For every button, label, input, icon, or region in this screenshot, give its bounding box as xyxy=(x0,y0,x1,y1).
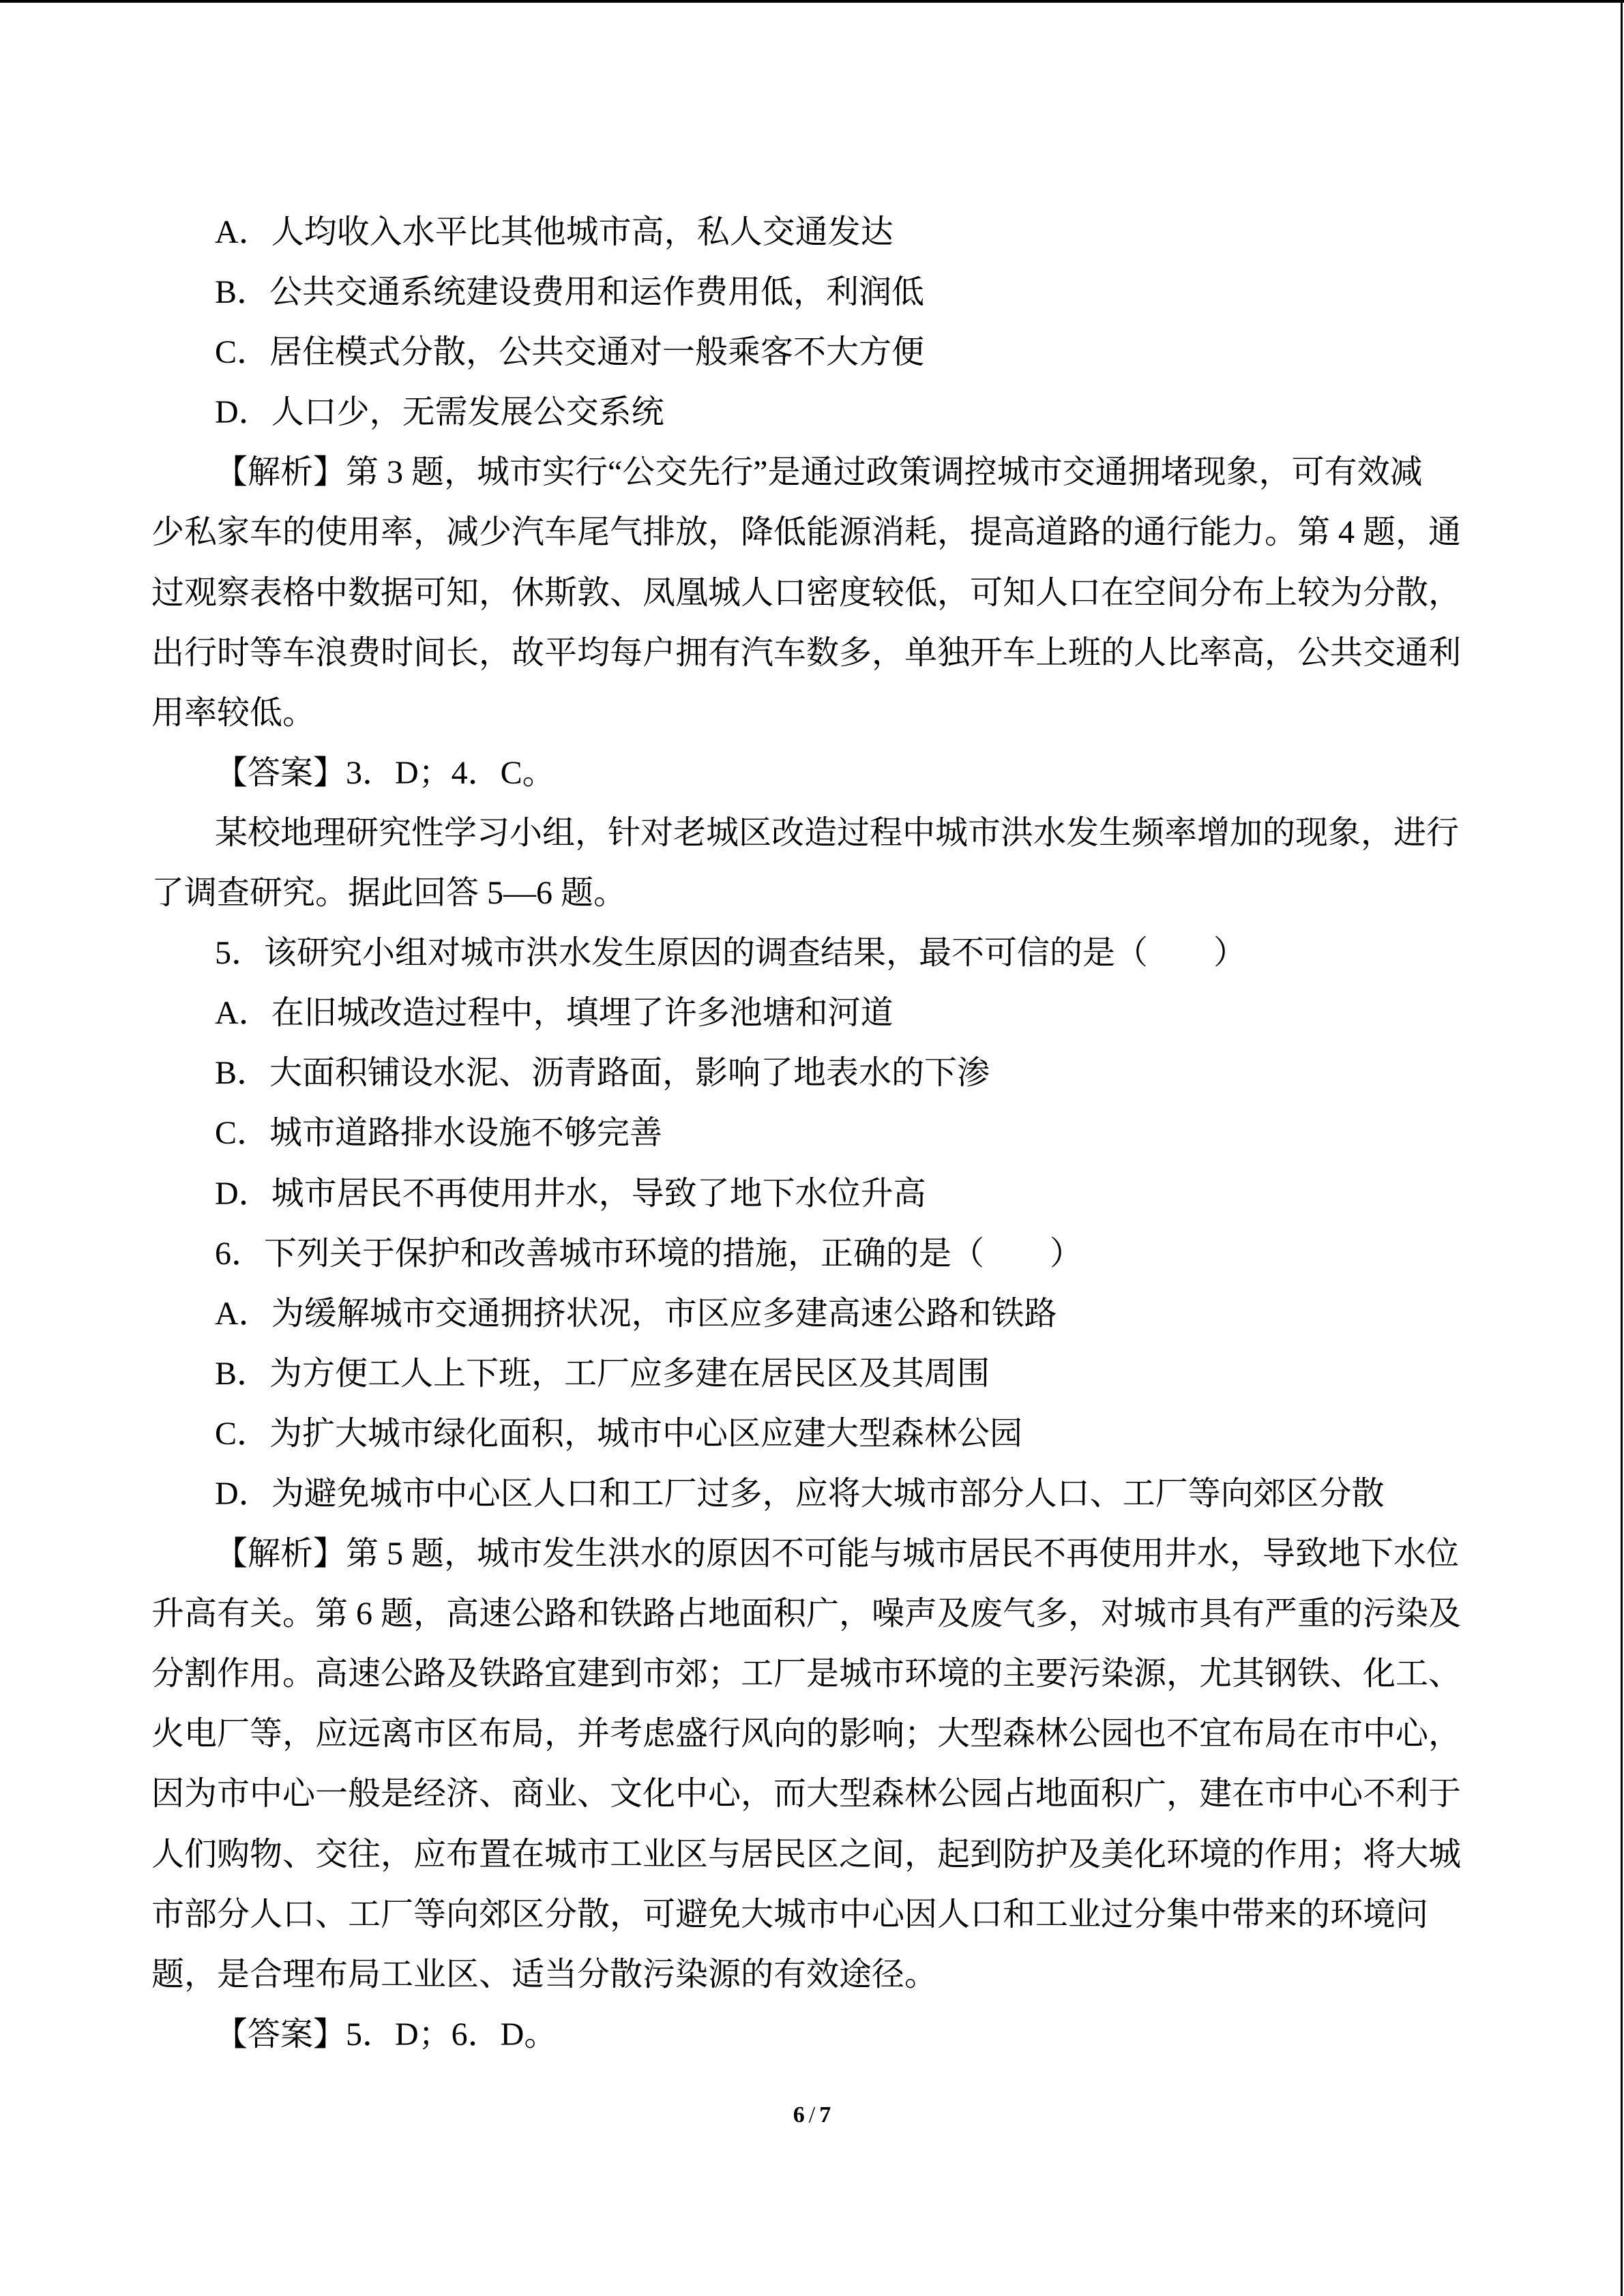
analysis-5-6-line1-line: 【解析】第 5 题，城市发生洪水的原因不可能与城市居民不再使用井水，导致地下水位 xyxy=(215,1536,1460,1572)
q4-option-d-line: D．人口少，无需发展公交系统 xyxy=(215,394,664,431)
document-page-body xyxy=(151,203,1473,2065)
page-number-current: 6 xyxy=(793,2102,805,2128)
q6-option-d-line: D．为避免城市中心区人口和工厂过多，应将大城市部分人口、工厂等向郊区分散 xyxy=(215,1475,1385,1512)
analysis-5-6-line8-line: 题，是合理布局工业区、适当分散污染源的有效途径。 xyxy=(151,1956,938,1993)
analysis-3-4-line2-line: 少私家车的使用率，减少汽车尾气排放，降低能源消耗，提高道路的通行能力。第 4 题，通 xyxy=(151,514,1462,551)
analysis-5-6-line4-line: 火电厂等，应远离市区布局，并考虑盛行风向的影响；大型森林公园也不宜布局在市中心， xyxy=(151,1716,1462,1753)
page-number-total: 7 xyxy=(819,2102,831,2128)
analysis-5-6-line3-line: 分割作用。高速公路及铁路宜建到市郊；工厂是城市环境的主要污染源，尤其钢铁、化工、 xyxy=(151,1656,1462,1693)
q5-option-b-line: B．大面积铺设水泥、沥青路面，影响了地表水的下渗 xyxy=(215,1055,990,1092)
screenshot-top-edge xyxy=(0,0,1624,3)
analysis-3-4-line5-line: 用率较低。 xyxy=(151,694,316,731)
analysis-3-4-line3-line: 过观察表格中数据可知，休斯敦、凤凰城人口密度较低，可知人口在空间分布上较为分散， xyxy=(151,574,1462,611)
q5-option-c-line: C．城市道路排水设施不够完善 xyxy=(215,1115,663,1152)
q5-option-a-line: A．在旧城改造过程中，填埋了许多池塘和河道 xyxy=(215,995,894,1032)
answer-3-4-line: 【答案】3．D；4．C。 xyxy=(215,754,555,791)
q4-option-b-line: B．公共交通系统建设费用和运作费用低，利润低 xyxy=(215,274,925,311)
analysis-5-6-line7-line: 市部分人口、工厂等向郊区分散，可避免大城市中心因人口和工业过分集中带来的环境问 xyxy=(151,1896,1429,1933)
analysis-5-6-line2-line: 升高有关。第 6 题，高速公路和铁路占地面积广，噪声及废气多，对城市具有严重的污染及 xyxy=(151,1596,1462,1632)
passage-5-6-line2-line: 了调查研究。据此回答 5—6 题。 xyxy=(151,875,627,912)
q4-option-c-line: C．居住模式分散，公共交通对一般乘客不大方便 xyxy=(215,334,925,371)
page-number-separator: / xyxy=(808,2102,816,2128)
q4-option-a-line: A．人均收入水平比其他城市高，私人交通发达 xyxy=(215,214,894,250)
question-6-stem-line: 6．下列关于保护和改善城市环境的措施，正确的是（ ） xyxy=(215,1235,1083,1272)
analysis-3-4-line4-line: 出行时等车浪费时间长，故平均每户拥有汽车数多，单独开车上班的人比率高，公共交通利 xyxy=(151,634,1462,671)
passage-5-6-line1-line: 某校地理研究性学习小组，针对老城区改造过程中城市洪水发生频率增加的现象，进行 xyxy=(215,814,1460,851)
page-number-footer xyxy=(0,2102,1624,2129)
q6-option-a-line: A．为缓解城市交通拥挤状况，市区应多建高速公路和铁路 xyxy=(215,1295,1057,1332)
q6-option-c-line: C．为扩大城市绿化面积，城市中心区应建大型森林公园 xyxy=(215,1415,1023,1452)
question-5-stem-line: 5．该研究小组对城市洪水发生原因的调查结果，最不可信的是（ ） xyxy=(215,935,1247,972)
analysis-3-4-line1-line: 【解析】第 3 题，城市实行“公交先行”是通过政策调控城市交通拥堵现象，可有效减 xyxy=(215,454,1423,491)
q6-option-b-line: B．为方便工人上下班，工厂应多建在居民区及其周围 xyxy=(215,1355,990,1392)
screenshot-right-edge xyxy=(1621,0,1623,2296)
analysis-5-6-line5-line: 因为市中心一般是经济、商业、文化中心，而大型森林公园占地面积广，建在市中心不利于 xyxy=(151,1776,1462,1813)
analysis-5-6-line6-line: 人们购物、交往，应布置在城市工业区与居民区之间，起到防护及美化环境的作用；将大城 xyxy=(151,1836,1462,1873)
answer-5-6-line: 【答案】5．D；6．D。 xyxy=(215,2016,557,2053)
q5-option-d-line: D．城市居民不再使用井水，导致了地下水位升高 xyxy=(215,1175,926,1212)
